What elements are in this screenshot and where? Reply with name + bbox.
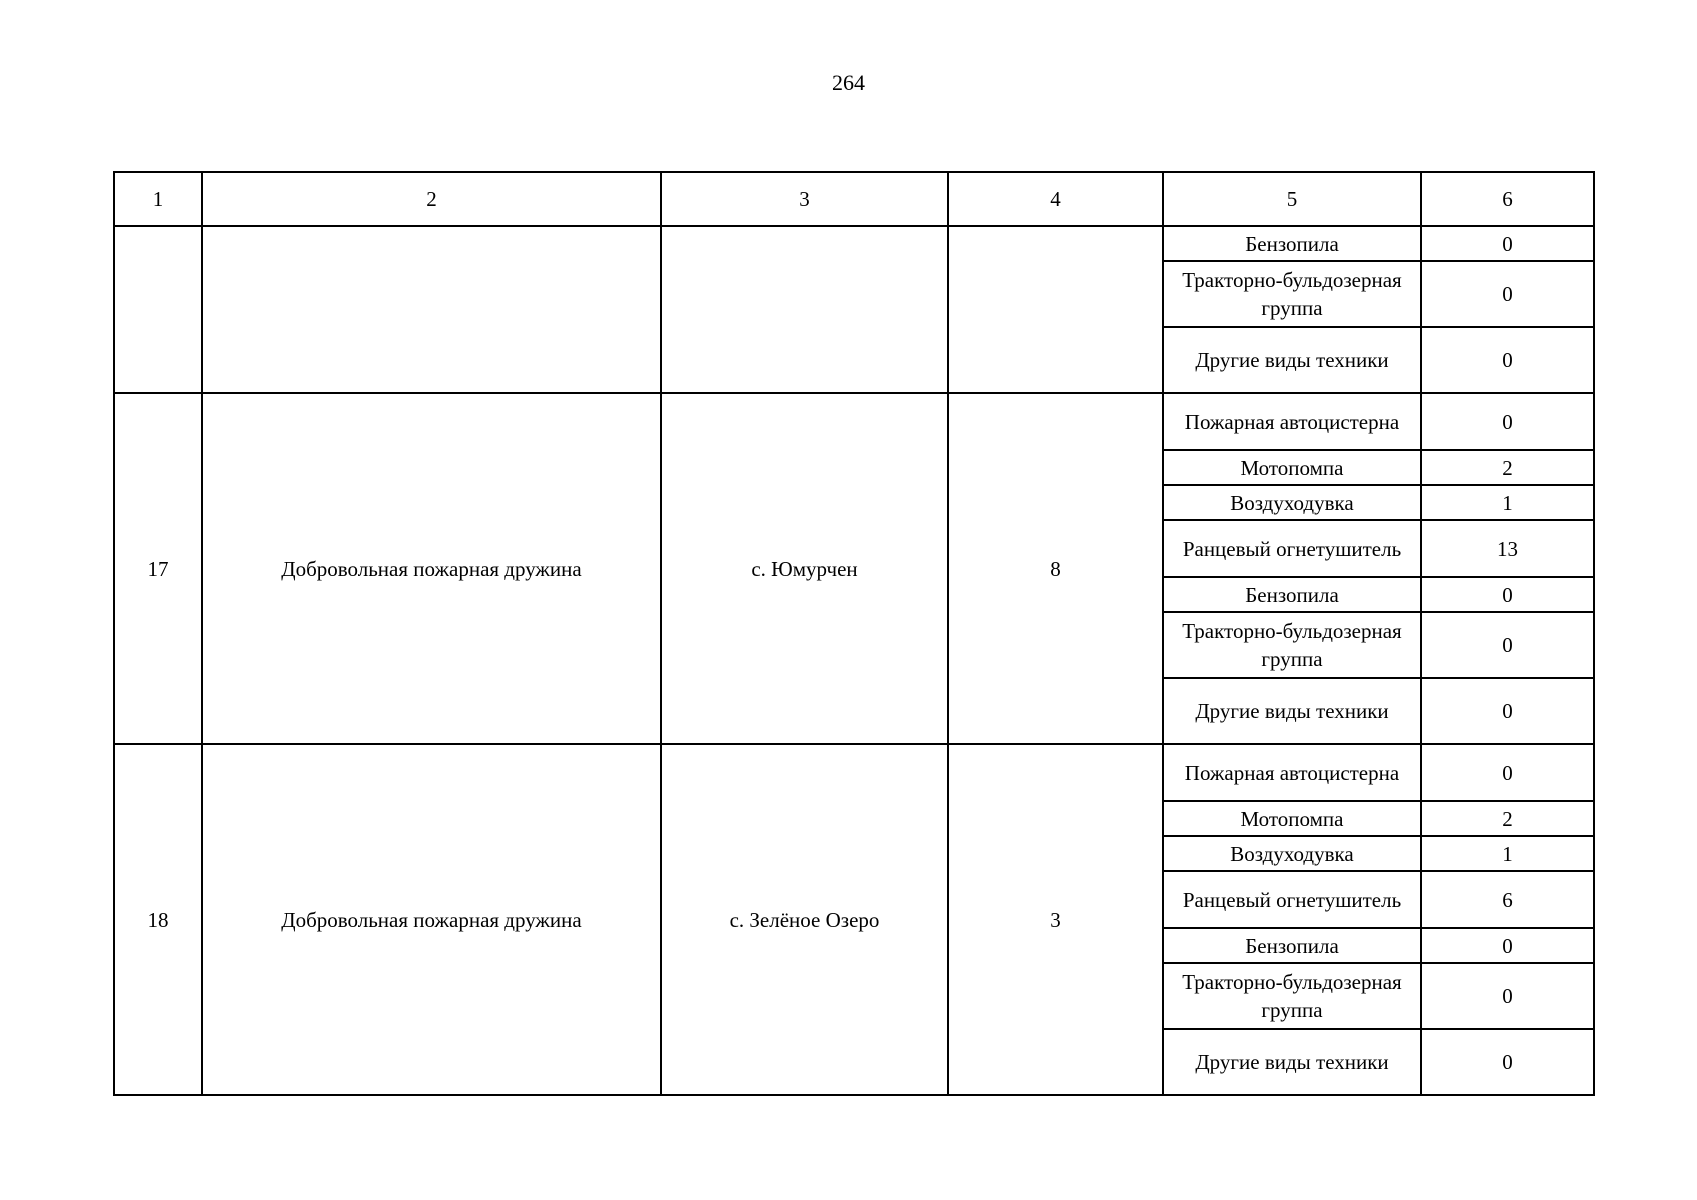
equipment-count-cell: 1 <box>1421 836 1594 871</box>
equipment-count-cell: 0 <box>1421 1029 1594 1095</box>
equipment-name-cell: Пожарная автоцистерна <box>1163 744 1421 801</box>
equipment-name-cell: Бензопила <box>1163 577 1421 612</box>
header-cell-5: 5 <box>1163 172 1421 226</box>
group-staff-cell: 8 <box>948 393 1163 744</box>
cont-number-cell <box>114 226 202 393</box>
group-settlement-cell: с. Юмурчен <box>661 393 948 744</box>
equipment-name-cell: Тракторно-бульдозерная группа <box>1163 963 1421 1029</box>
header-row <box>114 172 1594 226</box>
equipment-count-cell: 0 <box>1421 577 1594 612</box>
page-number: 264 <box>832 70 865 95</box>
group-settlement-cell: с. Зелёное Озеро <box>661 744 948 1095</box>
equipment-count-cell: 6 <box>1421 871 1594 928</box>
table-row <box>114 393 1594 450</box>
equipment-count-cell: 0 <box>1421 226 1594 261</box>
equipment-count-cell: 13 <box>1421 520 1594 577</box>
equipment-count-cell: 2 <box>1421 801 1594 836</box>
header-cell-3: 3 <box>661 172 948 226</box>
group-number-cell: 17 <box>114 393 202 744</box>
cont-staff-cell <box>948 226 1163 393</box>
equipment-name-cell: Бензопила <box>1163 928 1421 963</box>
equipment-name-cell: Мотопомпа <box>1163 801 1421 836</box>
equipment-name-cell: Ранцевый огнетушитель <box>1163 871 1421 928</box>
equipment-name-cell: Тракторно-бульдозерная группа <box>1163 612 1421 678</box>
equipment-name-cell: Мотопомпа <box>1163 450 1421 485</box>
equipment-count-cell: 0 <box>1421 612 1594 678</box>
equipment-count-cell: 0 <box>1421 963 1594 1029</box>
table-row <box>114 226 1594 261</box>
equipment-name-cell: Другие виды техники <box>1163 1029 1421 1095</box>
equipment-name-cell: Воздуходувка <box>1163 836 1421 871</box>
header-cell-2: 2 <box>202 172 661 226</box>
group-name-cell: Добровольная пожарная дружина <box>202 744 661 1095</box>
equipment-name-cell: Воздуходувка <box>1163 485 1421 520</box>
equipment-count-cell: 0 <box>1421 928 1594 963</box>
table-row <box>114 744 1594 801</box>
cont-settlement-cell <box>661 226 948 393</box>
equipment-count-cell: 1 <box>1421 485 1594 520</box>
equipment-count-cell: 0 <box>1421 393 1594 450</box>
equipment-count-cell: 0 <box>1421 261 1594 327</box>
equipment-count-cell: 0 <box>1421 678 1594 744</box>
equipment-count-cell: 0 <box>1421 327 1594 393</box>
group-name-cell: Добровольная пожарная дружина <box>202 393 661 744</box>
group-number-cell: 18 <box>114 744 202 1095</box>
header-cell-6: 6 <box>1421 172 1594 226</box>
equipment-table <box>113 171 1595 1096</box>
equipment-name-cell: Пожарная автоцистерна <box>1163 393 1421 450</box>
equipment-count-cell: 0 <box>1421 744 1594 801</box>
equipment-name-cell: Другие виды техники <box>1163 678 1421 744</box>
equipment-name-cell: Тракторно-бульдозерная группа <box>1163 261 1421 327</box>
equipment-name-cell: Другие виды техники <box>1163 327 1421 393</box>
header-cell-4: 4 <box>948 172 1163 226</box>
equipment-name-cell: Бензопила <box>1163 226 1421 261</box>
equipment-count-cell: 2 <box>1421 450 1594 485</box>
equipment-name-cell: Ранцевый огнетушитель <box>1163 520 1421 577</box>
group-staff-cell: 3 <box>948 744 1163 1095</box>
cont-name-cell <box>202 226 661 393</box>
header-cell-1: 1 <box>114 172 202 226</box>
